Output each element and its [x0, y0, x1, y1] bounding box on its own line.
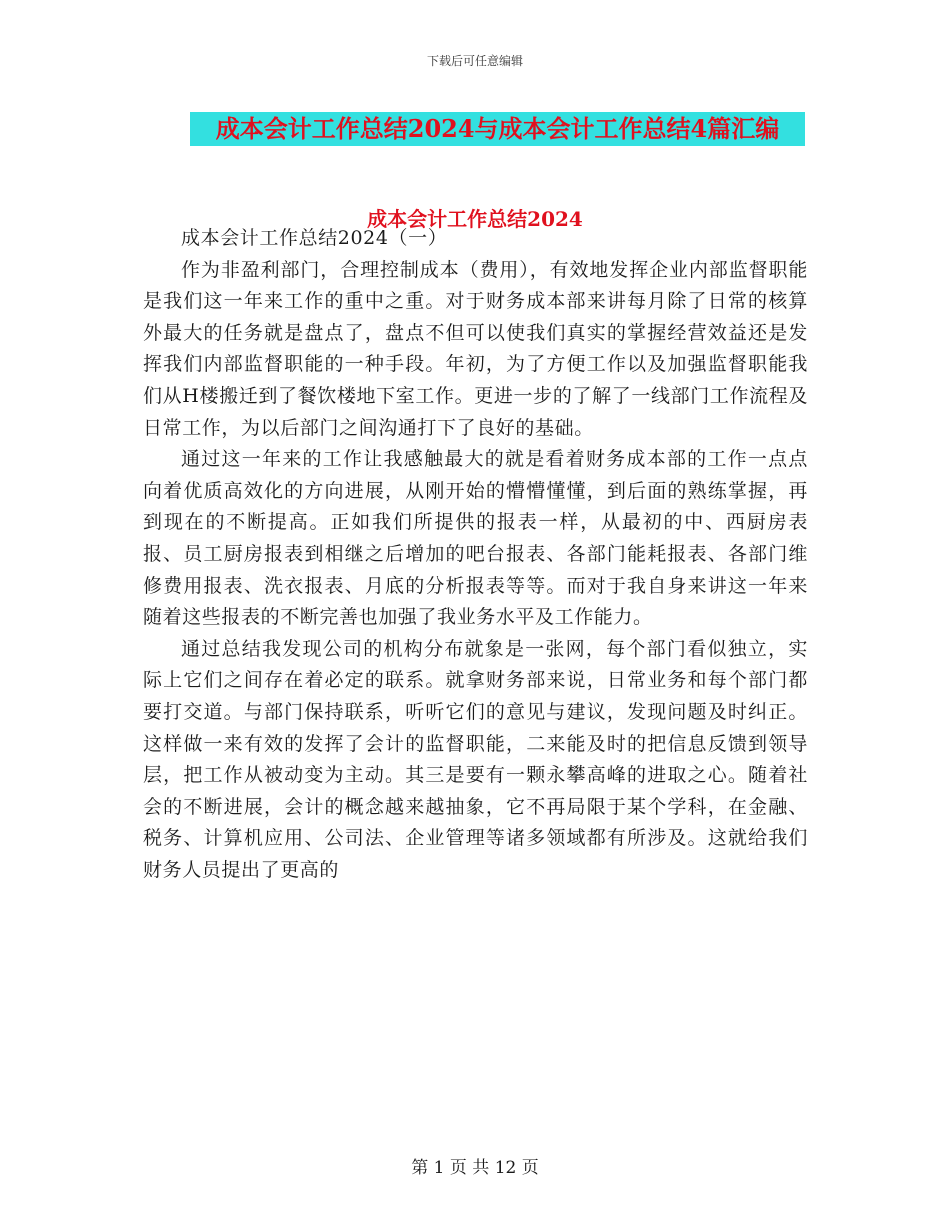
- paragraph-1: 作为非盈利部门，合理控制成本（费用），有效地发挥企业内部监督职能是我们这一年来工作的重中之重。对于财务成本部来讲每月除了日常的核算外最大的任务就是盘点了，盘点不但可以使我们真实的掌握经营效益还是发挥我们内部监督职能的一种手段。年初，为了方便工作以及加强监督职能我们从H楼搬迁到了餐饮楼地下室工作。更进一步的了解了一线部门工作流程及日常工作，为以后部门之间沟通打下了良好的基础。: [143, 258, 808, 439]
- paragraph-2: 通过这一年来的工作让我感触最大的就是看着财务成本部的工作一点点向着优质高效化的方向进展，从刚开始的懵懵懂懂，到后面的熟练掌握，再到现在的不断提高。正如我们所提供的报表一样，从最初的中、西厨房表报、员工厨房报表到相继之后增加的吧台报表、各部门能耗报表、各部门维修费用报表、洗衣报表、月底的分析报表等等。而对于我自身来讲这一年来随着这些报表的不断完善也加强了我业务水平及工作能力。: [143, 448, 808, 629]
- section-title: 成本会计工作总结2024: [367, 207, 583, 231]
- document-title: 成本会计工作总结2024与成本会计工作总结4篇汇编: [190, 112, 805, 146]
- body-text: [143, 223, 808, 886]
- sub-heading: 成本会计工作总结2024（一）: [181, 227, 448, 249]
- header-note: 下载后可任意编辑: [426, 54, 523, 68]
- paragraph-3: 通过总结我发现公司的机构分布就象是一张网，每个部门看似独立，实际上它们之间存在着必定的联系。就拿财务部来说，日常业务和每个部门都要打交道。与部门保持联系，听听它们的意见与建议，发现问题及时纠正。这样做一来有效的发挥了会计的监督职能，二来能及时的把信息反馈到领导层，把工作从被动变为主动。其三是要有一颗永攀高峰的进取之心。随着社会的不断进展，会计的概念越来越抽象，它不再局限于某个学科，在金融、税务、计算机应用、公司法、企业管理等诸多领域都有所涉及。这就给我们财务人员提出了更高的: [143, 637, 808, 881]
- page-footer: 第 1 页 共 12 页: [411, 1158, 539, 1178]
